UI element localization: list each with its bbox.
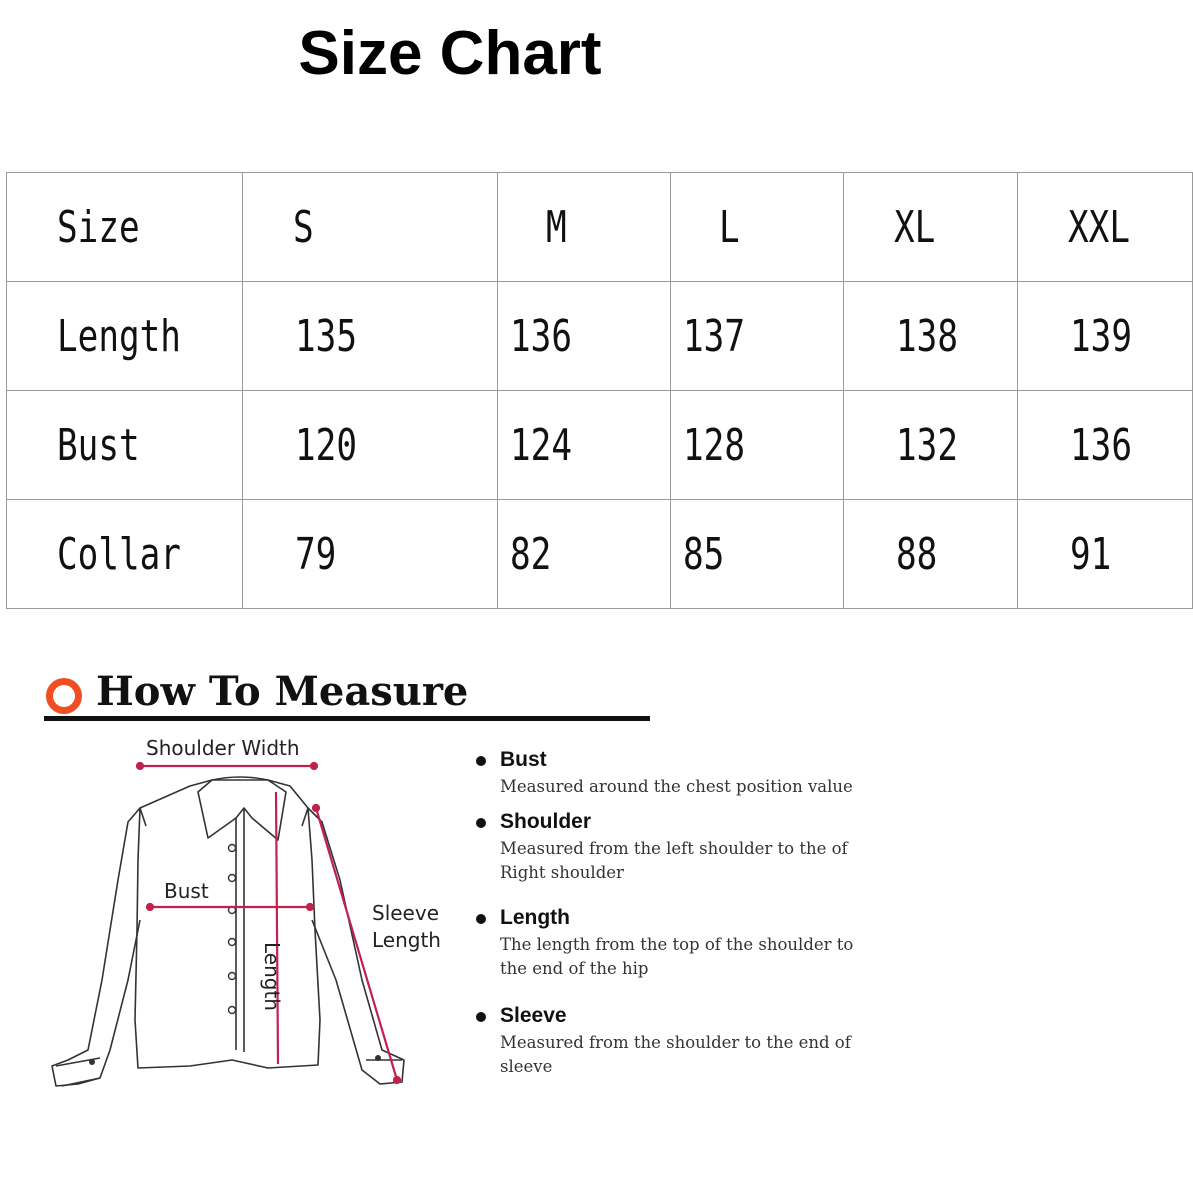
button-icon [229, 875, 236, 882]
table-cell: 138 [844, 282, 1018, 391]
sleeve-label-line1: Sleeve [372, 901, 440, 925]
table-cell: 91 [1018, 500, 1193, 609]
bust-label: Bust [164, 879, 209, 903]
table-cell: 135 [243, 282, 498, 391]
legend-title: Length [500, 906, 570, 929]
bullet-icon [476, 1012, 486, 1022]
table-row [7, 282, 1193, 391]
row-label: Bust [7, 391, 243, 500]
table-header-cell: XXL [1018, 173, 1193, 282]
page-title: Size Chart [298, 19, 602, 88]
length-label: Length [260, 942, 284, 1011]
table-header-cell: M [498, 173, 671, 282]
table-cell: 136 [498, 282, 671, 391]
legend-desc: The length from the top of the shoulder to the end of the hip [500, 935, 854, 978]
table-cell: 85 [671, 500, 844, 609]
how-to-measure-header [44, 668, 650, 724]
sleeve-label-line2: Length [372, 928, 441, 952]
shoulder-width-endpoint [311, 763, 317, 769]
table-cell: 139 [1018, 282, 1193, 391]
table-header-cell: S [243, 173, 498, 282]
length-line [276, 792, 278, 1064]
orange-circle-icon [46, 678, 82, 714]
placket-line [236, 808, 244, 1052]
bullet-icon [476, 914, 486, 924]
table-cell: 137 [671, 282, 844, 391]
table-cell: 88 [844, 500, 1018, 609]
collar-outline [198, 780, 286, 840]
left-sleeve-outline [52, 808, 140, 1086]
row-label: Collar [7, 500, 243, 609]
legend-title: Bust [500, 748, 547, 771]
row-label: Length [7, 282, 243, 391]
bust-endpoint [147, 904, 153, 910]
table-cell: 132 [844, 391, 1018, 500]
table-cell: 128 [671, 391, 844, 500]
how-to-measure-heading: How To Measure [96, 668, 469, 715]
table-header-cell: L [671, 173, 844, 282]
bullet-icon [476, 756, 486, 766]
shirt-buttons [229, 845, 236, 1014]
table-cell: 120 [243, 391, 498, 500]
sleeve-endpoint [313, 805, 319, 811]
shoulder-width-endpoint [137, 763, 143, 769]
shoulder-width-label: Shoulder Width [146, 736, 300, 760]
table-cell: 136 [1018, 391, 1193, 500]
table-header-row [7, 173, 1193, 282]
heading-underline [44, 716, 650, 721]
table-cell: 82 [498, 500, 671, 609]
legend-title: Shoulder [500, 810, 592, 833]
table-header-cell: XL [844, 173, 1018, 282]
bullet-icon [476, 818, 486, 828]
cuff-button-icon [375, 1055, 381, 1061]
table-cell: 79 [243, 500, 498, 609]
size-table [6, 172, 1193, 609]
button-icon [229, 973, 236, 980]
button-icon [229, 1007, 236, 1014]
sleeve-endpoint [394, 1077, 400, 1083]
table-cell: 124 [498, 391, 671, 500]
table-header-cell: Size [7, 173, 243, 282]
cuff-button-icon [89, 1059, 95, 1065]
legend-desc: Measured from the left shoulder to the of Right shoulder [500, 839, 848, 882]
table-row [7, 391, 1193, 500]
legend-desc: Measured from the shoulder to the end of sleeve [500, 1033, 851, 1076]
table-row [7, 500, 1193, 609]
legend-desc: Measured around the chest position value [500, 777, 853, 796]
button-icon [229, 939, 236, 946]
bust-endpoint [307, 904, 313, 910]
legend-title: Sleeve [500, 1004, 567, 1027]
button-icon [229, 845, 236, 852]
